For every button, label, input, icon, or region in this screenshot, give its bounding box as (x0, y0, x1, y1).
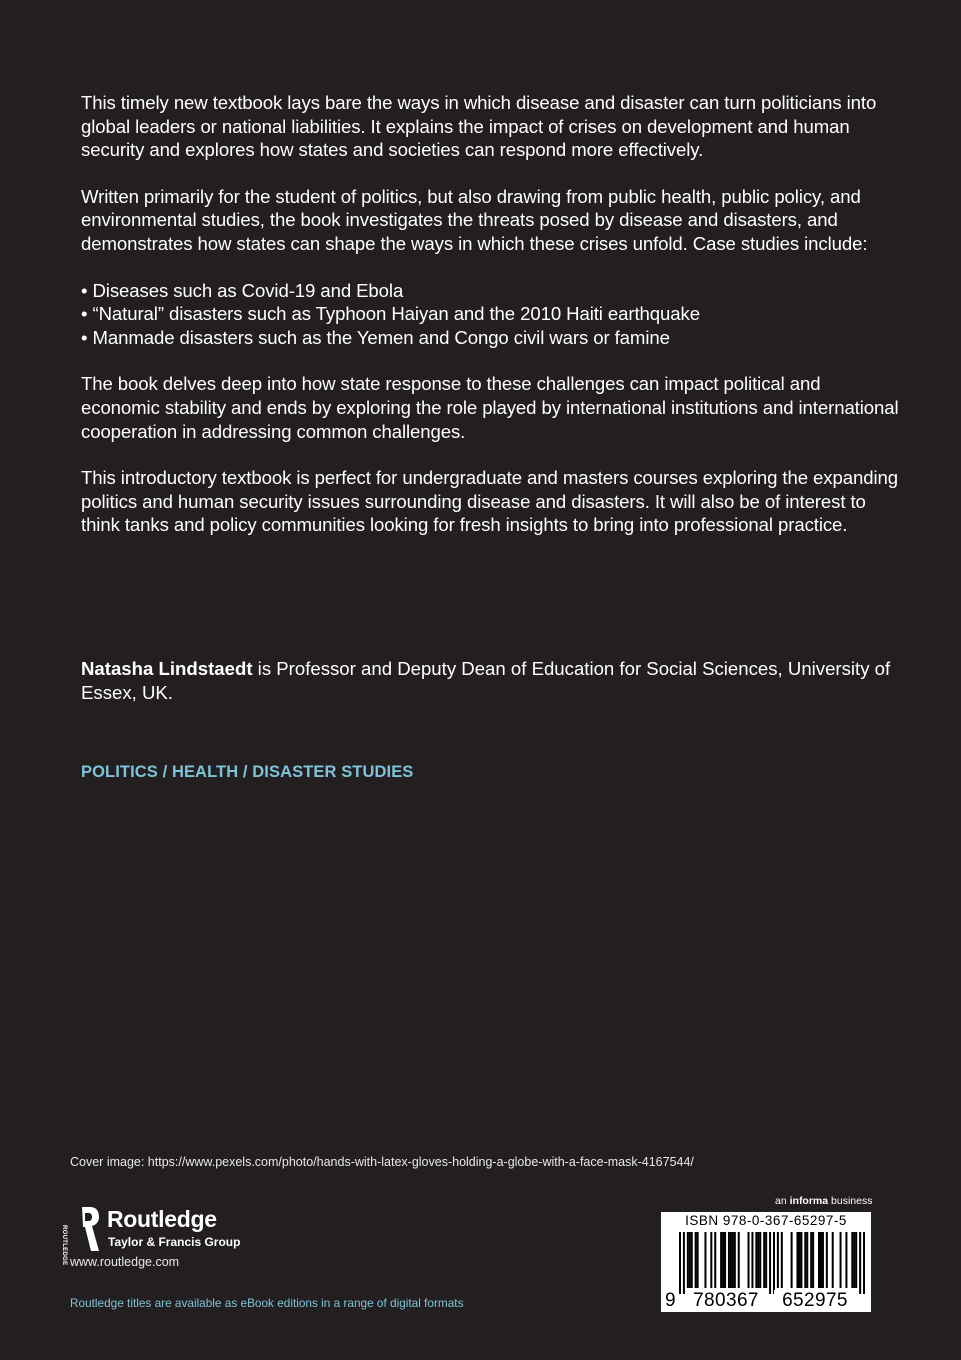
blurb-paragraph-3: The book delves deep into how state response to these challenges can impact political and economic stability and ends by exploring the role played by international institutions and international cooperation in addressing common challenges. (81, 373, 899, 442)
barcode-bar (769, 1232, 771, 1294)
cover-image-credit: Cover image: https://www.pexels.com/photo/hands-with-latex-gloves-holding-a-globe-with-a-face-mask-4167544/ (70, 1155, 694, 1169)
barcode-bar (800, 1232, 802, 1288)
barcode-bar (722, 1232, 724, 1288)
barcode-bar (810, 1232, 812, 1288)
barcode-bar (679, 1232, 681, 1294)
barcode-bar (773, 1232, 775, 1294)
blurb-paragraph-1: This timely new textbook lays bare the ways in which disease and disaster can turn politicians into global leaders or national liabilities. It explains the impact of crises on development and human security and explores how states and societies can respond more effectively. (81, 92, 877, 161)
barcode-bar (757, 1232, 759, 1288)
publisher-website[interactable]: www.routledge.com (70, 1255, 180, 1269)
author-bio (81, 657, 901, 704)
barcode-bar (812, 1232, 814, 1288)
publisher-group: Taylor & Francis Group (108, 1235, 241, 1249)
list-item: • Manmade disasters such as the Yemen and Congo civil wars or famine (81, 326, 901, 350)
barcode-bar (840, 1232, 842, 1288)
barcode-bar (765, 1232, 767, 1288)
ean-lead-digit: 9 (665, 1290, 676, 1311)
routledge-r-icon (70, 1206, 100, 1252)
barcode-bar (859, 1232, 861, 1294)
barcode-bar (796, 1232, 798, 1288)
barcode-bar (697, 1232, 699, 1288)
back-cover-blurb (81, 91, 901, 560)
barcode-bar (863, 1232, 865, 1294)
barcode-bar (710, 1232, 712, 1288)
author-name: Natasha Lindstaedt (81, 658, 253, 679)
informa-wordmark: informa (789, 1195, 829, 1207)
barcode-bar (724, 1232, 726, 1288)
isbn-barcode (661, 1212, 871, 1312)
publisher-name: Routledge (107, 1206, 217, 1232)
ebook-availability-note: Routledge titles are available as eBook editions in a range of digital formats (70, 1296, 464, 1310)
barcode-bar (734, 1232, 736, 1288)
barcode-bar (730, 1232, 732, 1288)
barcode-bar (751, 1232, 753, 1288)
barcode-bar (804, 1232, 806, 1288)
barcode-bar (855, 1232, 857, 1288)
barcode-bar (798, 1232, 800, 1288)
barcode-bar (689, 1232, 691, 1288)
barcode-bar (687, 1232, 689, 1288)
barcode-bar (714, 1232, 716, 1288)
barcode-bar (728, 1232, 730, 1288)
barcode-bar (695, 1232, 697, 1288)
barcode-bar (704, 1232, 706, 1288)
ean-right-digits: 652975 (774, 1290, 856, 1312)
barcode-bar (853, 1232, 855, 1288)
barcode-bar (777, 1232, 779, 1288)
ean-left-digits: 780367 (685, 1290, 767, 1312)
barcode-bar (791, 1232, 793, 1288)
barcode-bar (832, 1232, 834, 1288)
barcode-bar (818, 1232, 820, 1288)
barcode-bar (720, 1232, 722, 1288)
barcode-bar (755, 1232, 757, 1288)
barcode-bar (845, 1232, 847, 1288)
subject-categories: POLITICS / HEALTH / DISASTER STUDIES (81, 763, 414, 781)
barcode-bars (679, 1232, 865, 1294)
barcode-bar (748, 1232, 750, 1288)
barcode-bar (820, 1232, 822, 1288)
barcode-bar (822, 1232, 824, 1288)
barcode-bar (851, 1232, 853, 1288)
case-study-list (81, 279, 901, 350)
informa-tagline: an informa business (775, 1195, 873, 1207)
list-item: • “Natural” disasters such as Typhoon Haiyan and the 2010 Haiti earthquake (81, 302, 901, 326)
barcode-bar (691, 1232, 693, 1288)
list-item: • Diseases such as Covid-19 and Ebola (81, 279, 901, 303)
barcode-bar (763, 1232, 765, 1288)
barcode-bar (738, 1232, 740, 1288)
barcode-bar (806, 1232, 808, 1288)
barcode-bar (732, 1232, 734, 1288)
isbn-label: ISBN 978-0-367-65297-5 (685, 1213, 847, 1228)
barcode-bar (826, 1232, 828, 1288)
blurb-paragraph-4: This introductory textbook is perfect for undergraduate and masters courses exploring the expanding politics and human security issues surrounding disease and disasters. It will also be of interest to think tanks and policy communities looking for fresh insights to bring into professional practice. (81, 467, 898, 536)
author-description: is Professor and Deputy Dean of Education for Social Sciences, University of Essex, UK. (81, 658, 891, 703)
blurb-paragraph-2: Written primarily for the student of politics, but also drawing from public health, public policy, and environmental studies, the book investigates the threats posed by disease and disasters, and demonstrates how states can shape the ways in which these crises unfold. Case studies include: (81, 185, 868, 254)
logo-vertical-text: ROUTLEDGE (61, 1225, 67, 1266)
barcode-bar (759, 1232, 761, 1288)
barcode-bar (683, 1232, 685, 1294)
barcode-bar (781, 1232, 783, 1288)
